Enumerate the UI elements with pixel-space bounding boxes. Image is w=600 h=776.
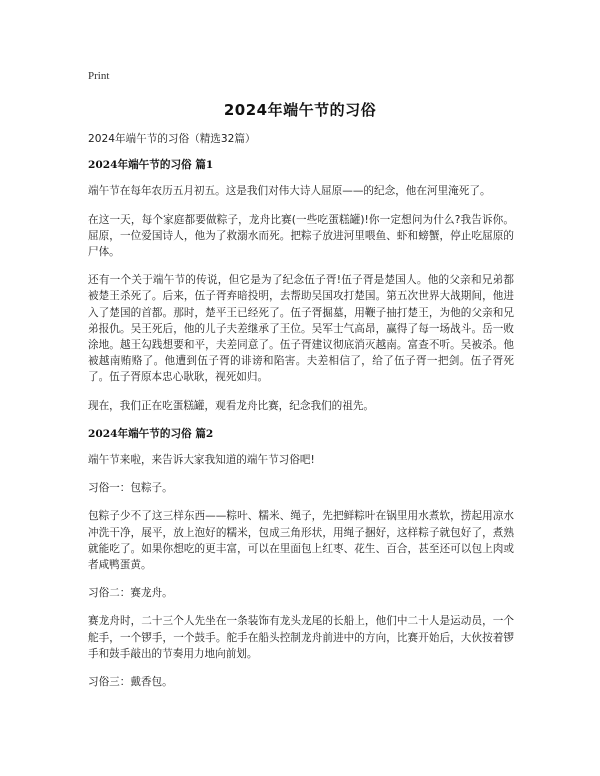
paragraph: 在这一天，每个家庭都要做粽子，龙舟比赛(一些吃蛋糕罐)!你一定想问为什么?我告诉你。屈原，一位爱国诗人，他为了救溺水而死。把粽子放进河里喂鱼、虾和螃蟹，停止吃屈原的尸体。 xyxy=(88,213,514,259)
document-body xyxy=(88,131,514,702)
paragraph: 习俗三：戴香包。 xyxy=(88,676,173,689)
paragraph: 习俗一：包粽子。 xyxy=(88,482,173,495)
paragraph: 还有一个关于端午节的传说，但它是为了纪念伍子胥!伍子胥是楚国人。他的父亲和兄弟都被楚王杀死了。后来，伍子胥弃暗投明，去帮助吴国攻打楚国。第五次世界大战期间，他进入了楚国的首都。那时，楚平王已经死了。伍子胥掘墓，用鞭子抽打楚王，为他的父亲和兄弟报仇。吴王死后，他的儿子夫差继承了王位。吴军士气高昂，赢得了每一场战斗。岳一败涂地。越王勾践想要和平，夫差同意了。伍子胥建议彻底消灭越南。富查不听。吴被杀。他被越南贿赂了。他遭到伍子胥的诽谤和陷害。夫差相信了，给了伍子胥一把剑。伍子胥死了。伍子胥原本忠心耿耿，视死如归。 xyxy=(88,274,514,384)
paragraph: 端午节来啦，来告诉大家我知道的端午节习俗吧! xyxy=(88,454,315,467)
paragraph: 端午节在每年农历五月初五。这是我们对伟大诗人屈原——的纪念，他在河里淹死了。 xyxy=(88,185,491,198)
paragraph: 习俗二：赛龙舟。 xyxy=(88,587,173,600)
section-heading-1: 2024年端午节的习俗 篇1 xyxy=(88,159,214,172)
paragraph: 赛龙舟时，二十三个人先坐在一条装饰有龙头龙尾的长船上，他们中二十人是运动员，一个舵手，一个锣手，一个鼓手。舵手在船头控制龙舟前进中的方向，比赛开始后，大伙按着锣手和鼓手敲出的节奏用力地向前划。 xyxy=(88,615,514,660)
document-subtitle: 2024年端午节的习俗（精选32篇） xyxy=(88,133,256,145)
print-label: Print xyxy=(88,70,110,82)
paragraph: 现在，我们正在吃蛋糕罐，观看龙舟比赛，纪念我们的祖先。 xyxy=(88,399,375,412)
paragraph: 包粽子少不了这三样东西——粽叶、糯米、绳子，先把鲜粽叶在锅里用水煮软，捞起用凉水冲洗干净，展平，放上泡好的糯米，包成三角形状，用绳子捆好，这样粽子就包好了，煮熟就能吃了。如果你想吃的更丰富，可以在里面包上红枣、花生、百合，甚至还可以包上肉或者咸鸭蛋黄。 xyxy=(88,510,514,572)
section-heading-2: 2024年端午节的习俗 篇2 xyxy=(88,427,214,440)
page-title: 2024年端午节的习俗 xyxy=(223,101,377,119)
